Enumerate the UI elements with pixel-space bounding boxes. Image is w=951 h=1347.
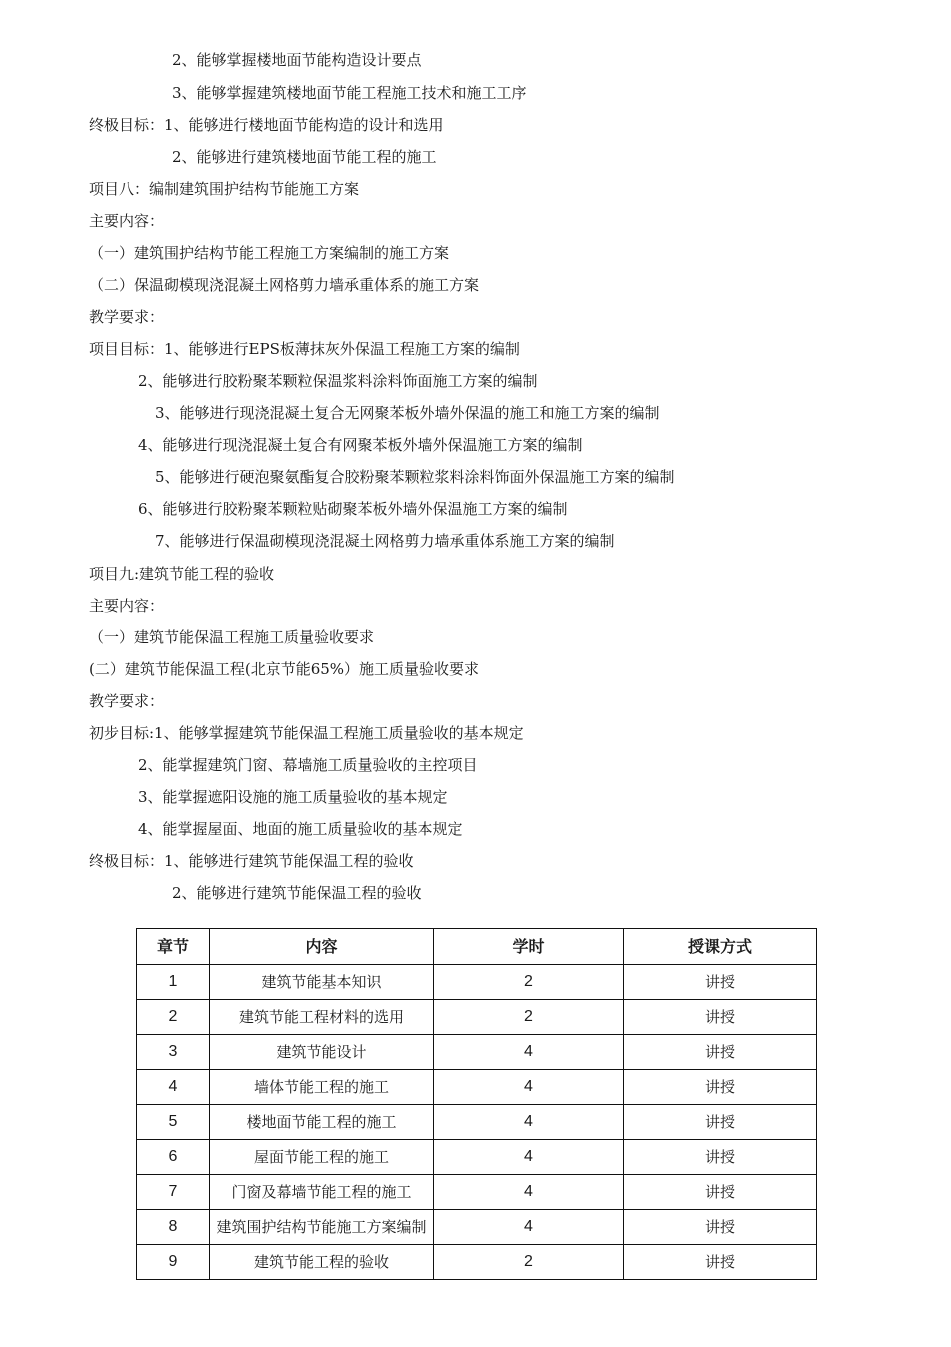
header-chapter: 章节 — [137, 929, 210, 965]
cell-content: 屋面节能工程的施工 — [210, 1140, 434, 1175]
text-line: 6、能够进行胶粉聚苯颗粒贴砌聚苯板外墙外保温施工方案的编制 — [138, 500, 568, 518]
text-line: （二）保温砌模现浇混凝土网格剪力墙承重体系的施工方案 — [89, 276, 480, 294]
text-line: 教学要求： — [89, 692, 165, 710]
section-heading: 项目九:建筑节能工程的验收 — [89, 565, 275, 583]
table-row — [137, 1105, 817, 1140]
header-content: 内容 — [210, 929, 434, 965]
table-header-row — [137, 929, 817, 965]
table-row — [137, 1245, 817, 1280]
section-heading: 项目八：编制建筑围护结构节能施工方案 — [89, 180, 360, 198]
text-line: 4、能够进行现浇混凝土复合有网聚苯板外墙外保温施工方案的编制 — [138, 436, 583, 454]
cell-content: 门窗及幕墙节能工程的施工 — [210, 1175, 434, 1210]
cell-hours: 4 — [434, 1210, 624, 1245]
table-row — [137, 1035, 817, 1070]
cell-chapter: 3 — [137, 1035, 210, 1070]
cell-hours: 4 — [434, 1105, 624, 1140]
cell-chapter: 4 — [137, 1070, 210, 1105]
cell-hours: 4 — [434, 1140, 624, 1175]
cell-hours: 2 — [434, 1000, 624, 1035]
cell-content: 建筑节能工程的验收 — [210, 1245, 434, 1280]
cell-content: 建筑节能基本知识 — [210, 965, 434, 1000]
cell-method: 讲授 — [624, 1070, 817, 1105]
text-line: 2、能够进行建筑节能保温工程的验收 — [172, 884, 422, 902]
text-line: 主要内容： — [89, 597, 165, 615]
text-line: 3、能够掌握建筑楼地面节能工程施工技术和施工工序 — [172, 84, 527, 102]
cell-chapter: 5 — [137, 1105, 210, 1140]
text-line: 4、能掌握屋面、地面的施工质量验收的基本规定 — [138, 820, 463, 838]
cell-hours: 4 — [434, 1070, 624, 1105]
table-row — [137, 1175, 817, 1210]
text-line: 3、能掌握遮阳设施的施工质量验收的基本规定 — [138, 788, 448, 806]
table-row — [137, 1000, 817, 1035]
cell-method: 讲授 — [624, 1175, 817, 1210]
text-line: 2、能掌握建筑门窗、幕墙施工质量验收的主控项目 — [138, 756, 478, 774]
cell-content: 建筑节能设计 — [210, 1035, 434, 1070]
cell-chapter: 1 — [137, 965, 210, 1000]
text-line: 3、能够进行现浇混凝土复合无网聚苯板外墙外保温的施工和施工方案的编制 — [155, 404, 660, 422]
text-line: (二）建筑节能保温工程(北京节能65%）施工质量验收要求 — [89, 660, 480, 678]
cell-content: 建筑节能工程材料的选用 — [210, 1000, 434, 1035]
cell-hours: 4 — [434, 1175, 624, 1210]
text-line: 项目目标：1、能够进行EPS板薄抹灰外保温工程施工方案的编制 — [89, 340, 520, 358]
cell-hours: 2 — [434, 1245, 624, 1280]
cell-method: 讲授 — [624, 1245, 817, 1280]
cell-chapter: 2 — [137, 1000, 210, 1035]
table-row — [137, 965, 817, 1000]
cell-content: 墙体节能工程的施工 — [210, 1070, 434, 1105]
text-line: （一）建筑围护结构节能工程施工方案编制的施工方案 — [89, 244, 450, 262]
cell-method: 讲授 — [624, 1035, 817, 1070]
header-teaching-method: 授课方式 — [624, 929, 817, 965]
cell-hours: 2 — [434, 965, 624, 1000]
table-row — [137, 1210, 817, 1245]
text-line: 初步目标:1、能够掌握建筑节能保温工程施工质量验收的基本规定 — [89, 724, 524, 742]
cell-method: 讲授 — [624, 1210, 817, 1245]
text-line: 教学要求： — [89, 308, 165, 326]
text-line: 7、能够进行保温砌模现浇混凝土网格剪力墙承重体系施工方案的编制 — [155, 532, 615, 550]
header-hours: 学时 — [434, 929, 624, 965]
cell-hours: 4 — [434, 1035, 624, 1070]
cell-chapter: 7 — [137, 1175, 210, 1210]
text-line: （一）建筑节能保温工程施工质量验收要求 — [89, 628, 375, 646]
cell-content: 建筑围护结构节能施工方案编制 — [210, 1210, 434, 1245]
cell-method: 讲授 — [624, 1000, 817, 1035]
cell-content: 楼地面节能工程的施工 — [210, 1105, 434, 1140]
cell-method: 讲授 — [624, 965, 817, 1000]
text-line: 终极目标：1、能够进行楼地面节能构造的设计和选用 — [89, 116, 444, 134]
text-line: 2、能够进行建筑楼地面节能工程的施工 — [172, 148, 437, 166]
course-schedule-table — [136, 928, 817, 1280]
text-line: 5、能够进行硬泡聚氨酯复合胶粉聚苯颗粒浆料涂料饰面外保温施工方案的编制 — [155, 468, 675, 486]
cell-method: 讲授 — [624, 1140, 817, 1175]
text-line: 2、能够掌握楼地面节能构造设计要点 — [172, 51, 422, 69]
table-row — [137, 1140, 817, 1175]
text-line: 主要内容： — [89, 212, 165, 230]
cell-chapter: 9 — [137, 1245, 210, 1280]
text-line: 2、能够进行胶粉聚苯颗粒保温浆料涂料饰面施工方案的编制 — [138, 372, 538, 390]
cell-chapter: 8 — [137, 1210, 210, 1245]
table-row — [137, 1070, 817, 1105]
cell-method: 讲授 — [624, 1105, 817, 1140]
text-line: 终极目标：1、能够进行建筑节能保温工程的验收 — [89, 852, 414, 870]
cell-chapter: 6 — [137, 1140, 210, 1175]
